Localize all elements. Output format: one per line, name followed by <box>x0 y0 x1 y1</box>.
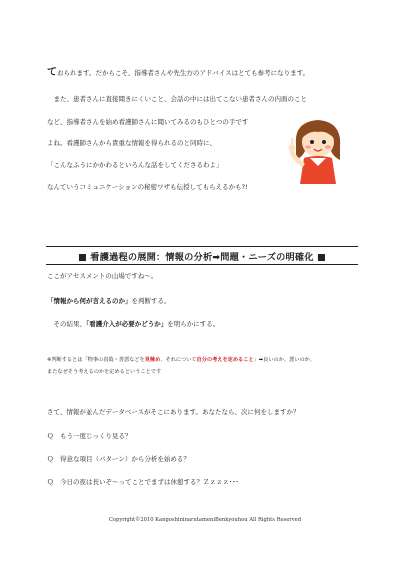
point-2-text: を明らかにする。 <box>167 320 220 328</box>
point-1-text: を判断する。 <box>131 297 171 305</box>
question-option-3: Ｑ 今日の夜は長いぞ～ってことでまずは休憩する？Ｚｚｚｚ･･･ <box>47 478 239 486</box>
intro-line-6: なんていうコミュニケーションの秘密ワザも伝授してもらえるかも?! <box>47 183 248 191</box>
note-text-b: 、それについて <box>160 357 197 363</box>
question-option-1: Ｑ もう一度じっくり見る？ <box>47 432 132 440</box>
note-text-c: 」➡良いのか、悪いのか、 <box>253 357 316 363</box>
point-2-pre: その結果、 <box>47 320 86 328</box>
section-heading: ■ 看護過程の展開：情報の分析➡問題・ニーズの明確化 ■ <box>46 246 358 265</box>
note-line-2: またなぜそう考えるのかを定めるということです <box>47 369 162 375</box>
intro-line-3: など、指導者さんを始め看護師さんに聞いてみるのもひとつの手です <box>47 118 249 126</box>
intro-line-4: よね。看護師さんから貴重な情報を得られるのと同時に、 <box>47 139 216 147</box>
copyright-footer: Copyright©2010 KangoshininarutameniBenkyouhou All Rights Reserved <box>108 517 302 523</box>
note-highlight-2: 自分の考えを定めること <box>196 357 254 363</box>
intro-line-2: また、患者さんに直接聞きにくいこと、会話の中には出てこない患者さんの内面のこと <box>47 95 307 103</box>
point-2 <box>47 320 219 329</box>
question-option-2: Ｑ 得意な項目（パターン）から分析を始める？ <box>47 455 190 463</box>
question-text: さて、情報が並んだデータベースがそこにあります。あなたなら、次に何をしますか？ <box>47 408 300 416</box>
point-1 <box>47 297 171 306</box>
intro-line-5: 「こんなふうにかかわるといろんな話をしてくださるわよ」 <box>47 161 223 169</box>
intro-line-1 <box>47 68 309 78</box>
point-1-key: 「情報から何が言えるのか」 <box>47 297 132 305</box>
girl-pointing-illustration <box>286 112 350 186</box>
point-2-key: 「看護介入が必要かどうか」 <box>86 320 168 328</box>
intro-line-1-text: おられます。だからこそ、指導者さんや先生方のアドバイスはとても参考になります。 <box>57 69 310 77</box>
note-line-1 <box>47 356 315 364</box>
intro-initial: て <box>47 67 57 78</box>
note-highlight-1: 見極め <box>144 357 161 363</box>
section-lead: ここがアセスメントの山場ですね～。 <box>47 272 158 280</box>
note-text-a: ※判断するとは「物事の真偽・善悪などを <box>47 357 145 363</box>
